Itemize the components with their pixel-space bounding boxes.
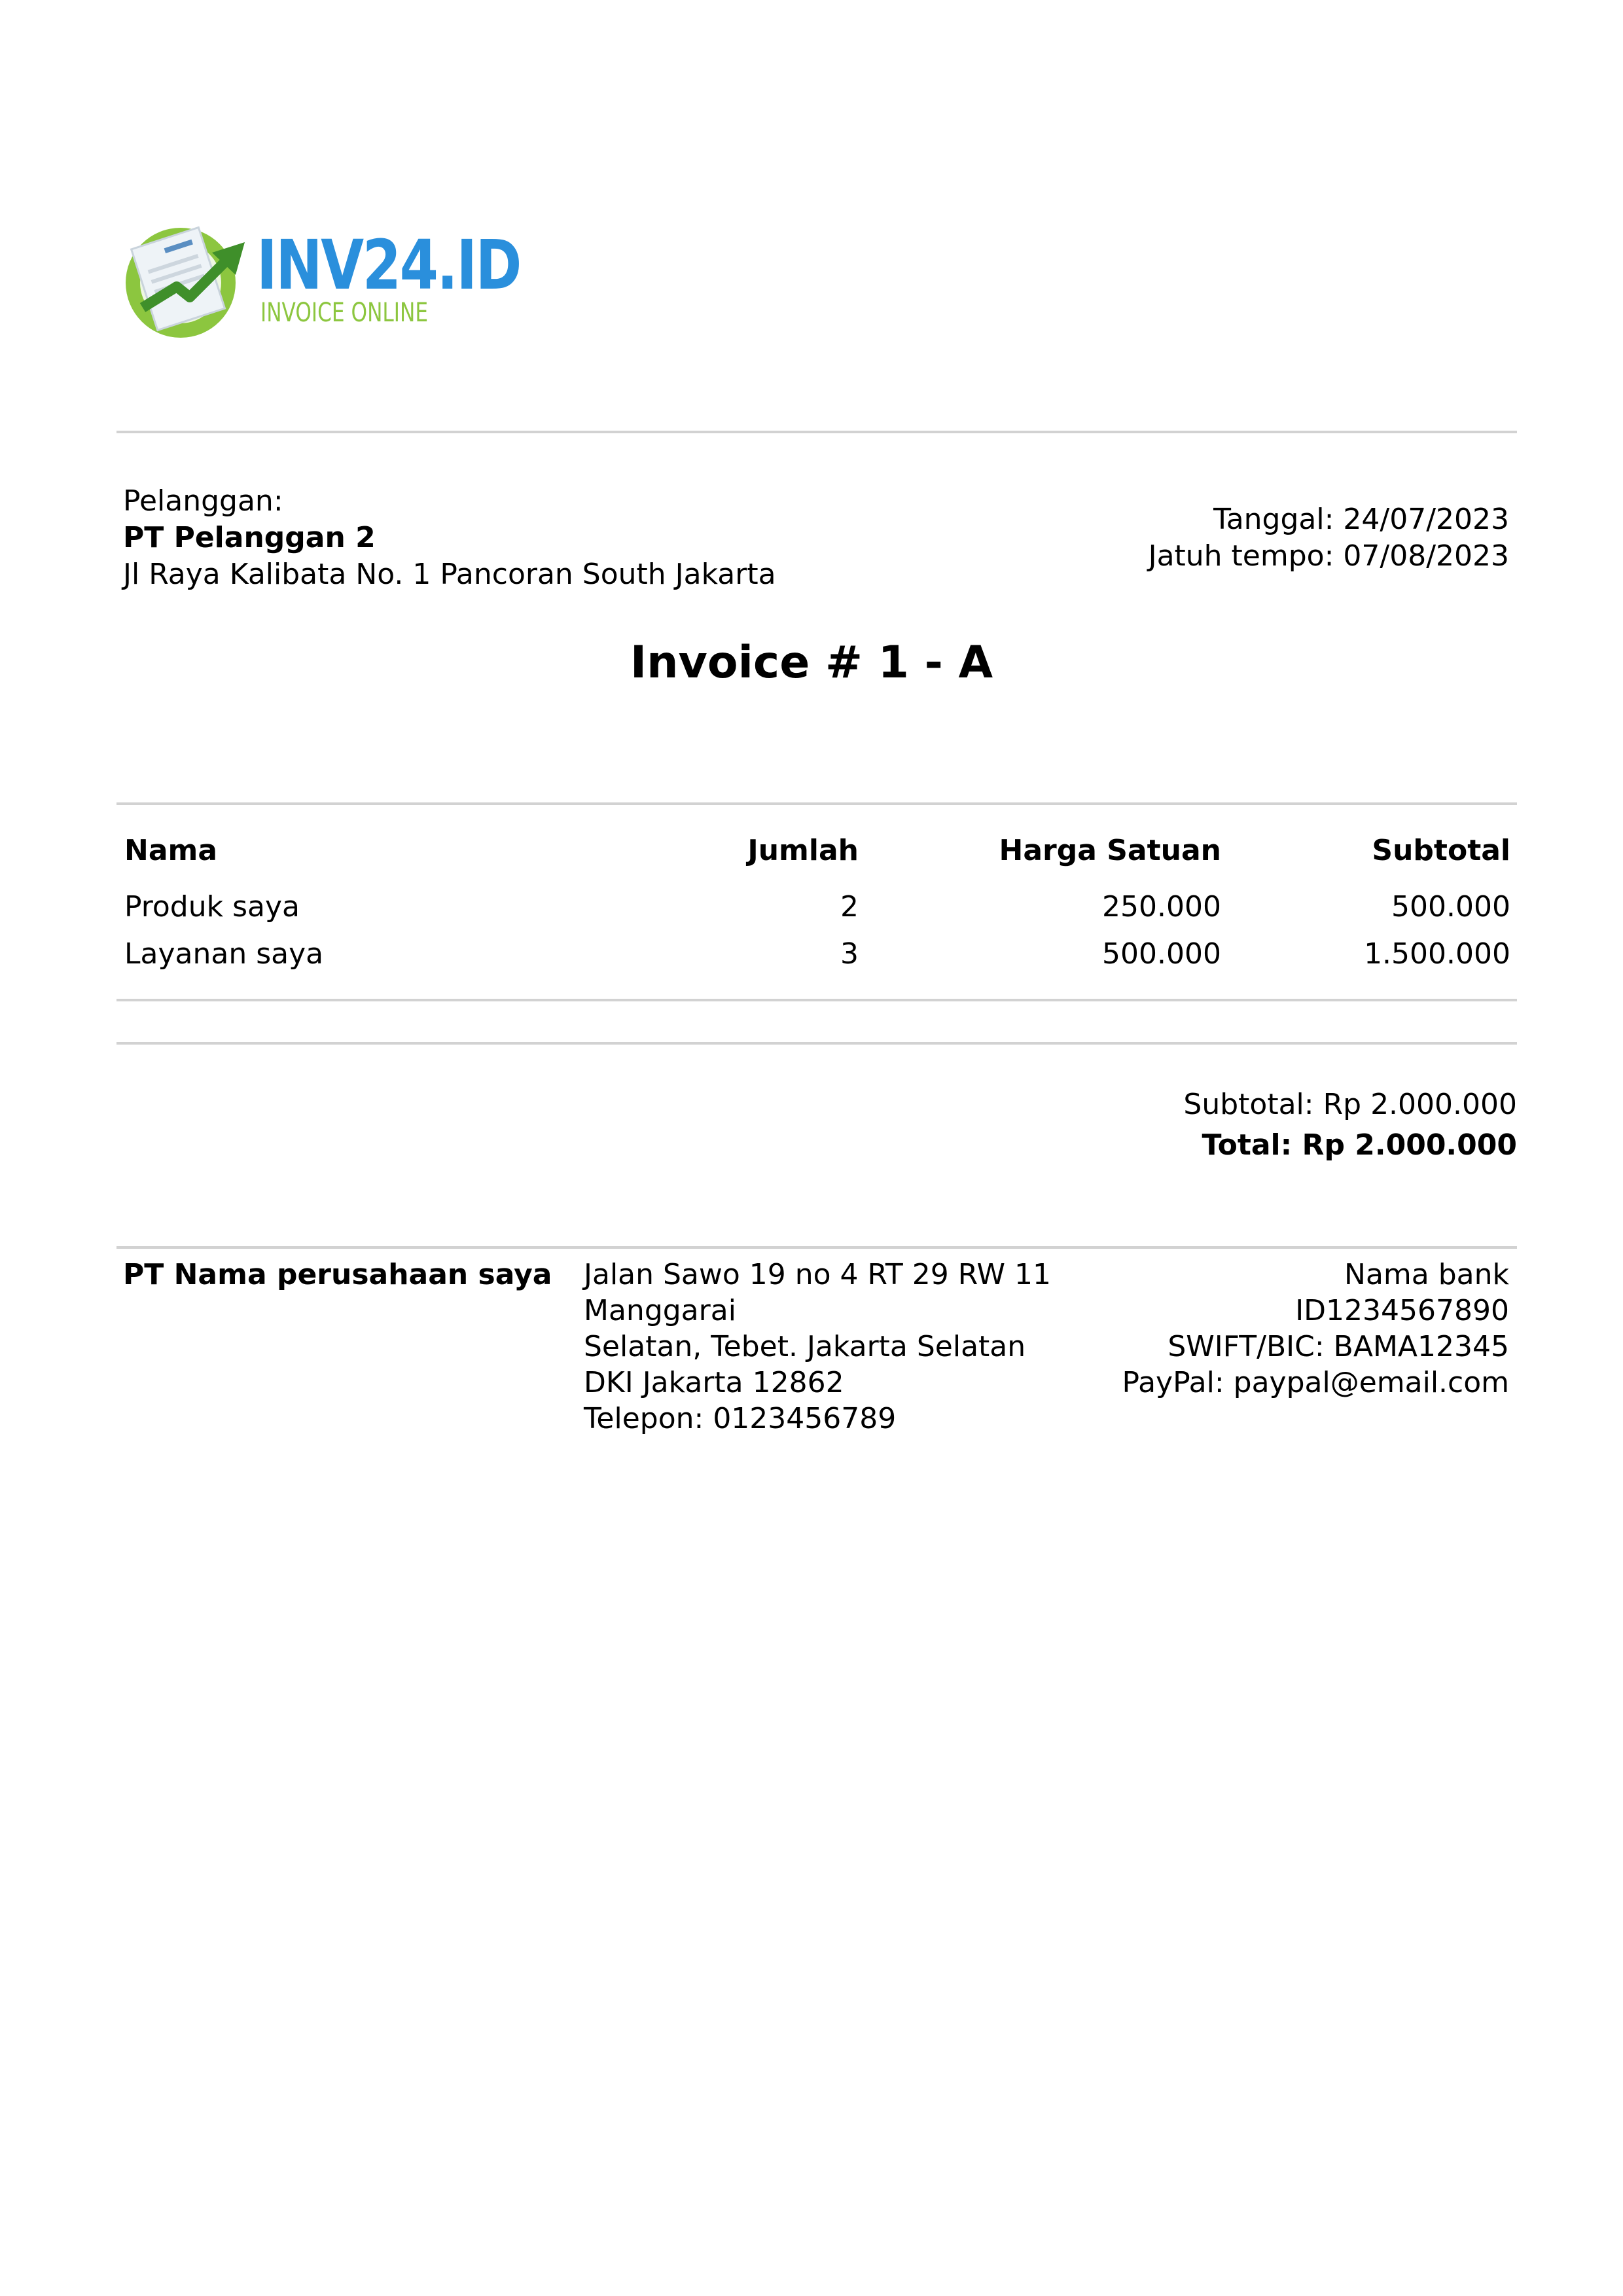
footer-company-name: PT Nama perusahaan saya [123,1258,552,1291]
row-price: 250.000 [1102,890,1221,924]
address-line: DKI Jakarta 12862 [584,1366,844,1399]
header-jumlah: Jumlah [747,834,859,867]
logo-icon [116,209,254,347]
row-name: Produk saya [124,890,300,924]
header-subtotal: Subtotal [1372,834,1510,867]
bank-name: Nama bank [1344,1258,1509,1291]
customer-name: PT Pelanggan 2 [123,521,376,554]
totals-subtotal: Subtotal: Rp 2.000.000 [1183,1088,1517,1121]
row-qty: 2 [840,890,859,924]
table-bottom-divider [116,999,1517,1001]
invoice-due-date: Jatuh tempo: 07/08/2023 [1148,539,1509,573]
totals-divider [116,1042,1517,1045]
footer-divider [116,1246,1517,1249]
customer-address: Jl Raya Kalibata No. 1 Pancoran South Jakarta [123,558,776,591]
header-nama: Nama [124,834,218,867]
row-name: Layanan saya [124,937,324,971]
invoice-title: Invoice # 1 - A [630,637,993,689]
logo-tagline: INVOICE ONLINE [260,298,429,328]
row-qty: 3 [840,937,859,971]
bank-paypal: PayPal: paypal@email.com [1122,1366,1509,1399]
totals-total: Total: Rp 2.000.000 [1202,1128,1517,1162]
logo-wordmark: INV24.ID [257,225,521,305]
customer-label: Pelanggan: [123,484,283,518]
row-subtotal: 1.500.000 [1364,937,1510,971]
header-harga-satuan: Harga Satuan [999,834,1221,867]
address-line: Manggarai [584,1294,736,1327]
address-line: Selatan, Tebet. Jakarta Selatan [584,1330,1026,1363]
invoice-date: Tanggal: 24/07/2023 [1213,503,1509,536]
header-divider [116,431,1517,433]
phone-line: Telepon: 0123456789 [584,1402,897,1435]
bank-swift: SWIFT/BIC: BAMA12345 [1168,1330,1509,1363]
table-top-divider [116,802,1517,805]
row-subtotal: 500.000 [1391,890,1510,924]
address-line: Jalan Sawo 19 no 4 RT 29 RW 11 [584,1258,1052,1291]
bank-account: ID1234567890 [1295,1294,1509,1327]
row-price: 500.000 [1102,937,1221,971]
